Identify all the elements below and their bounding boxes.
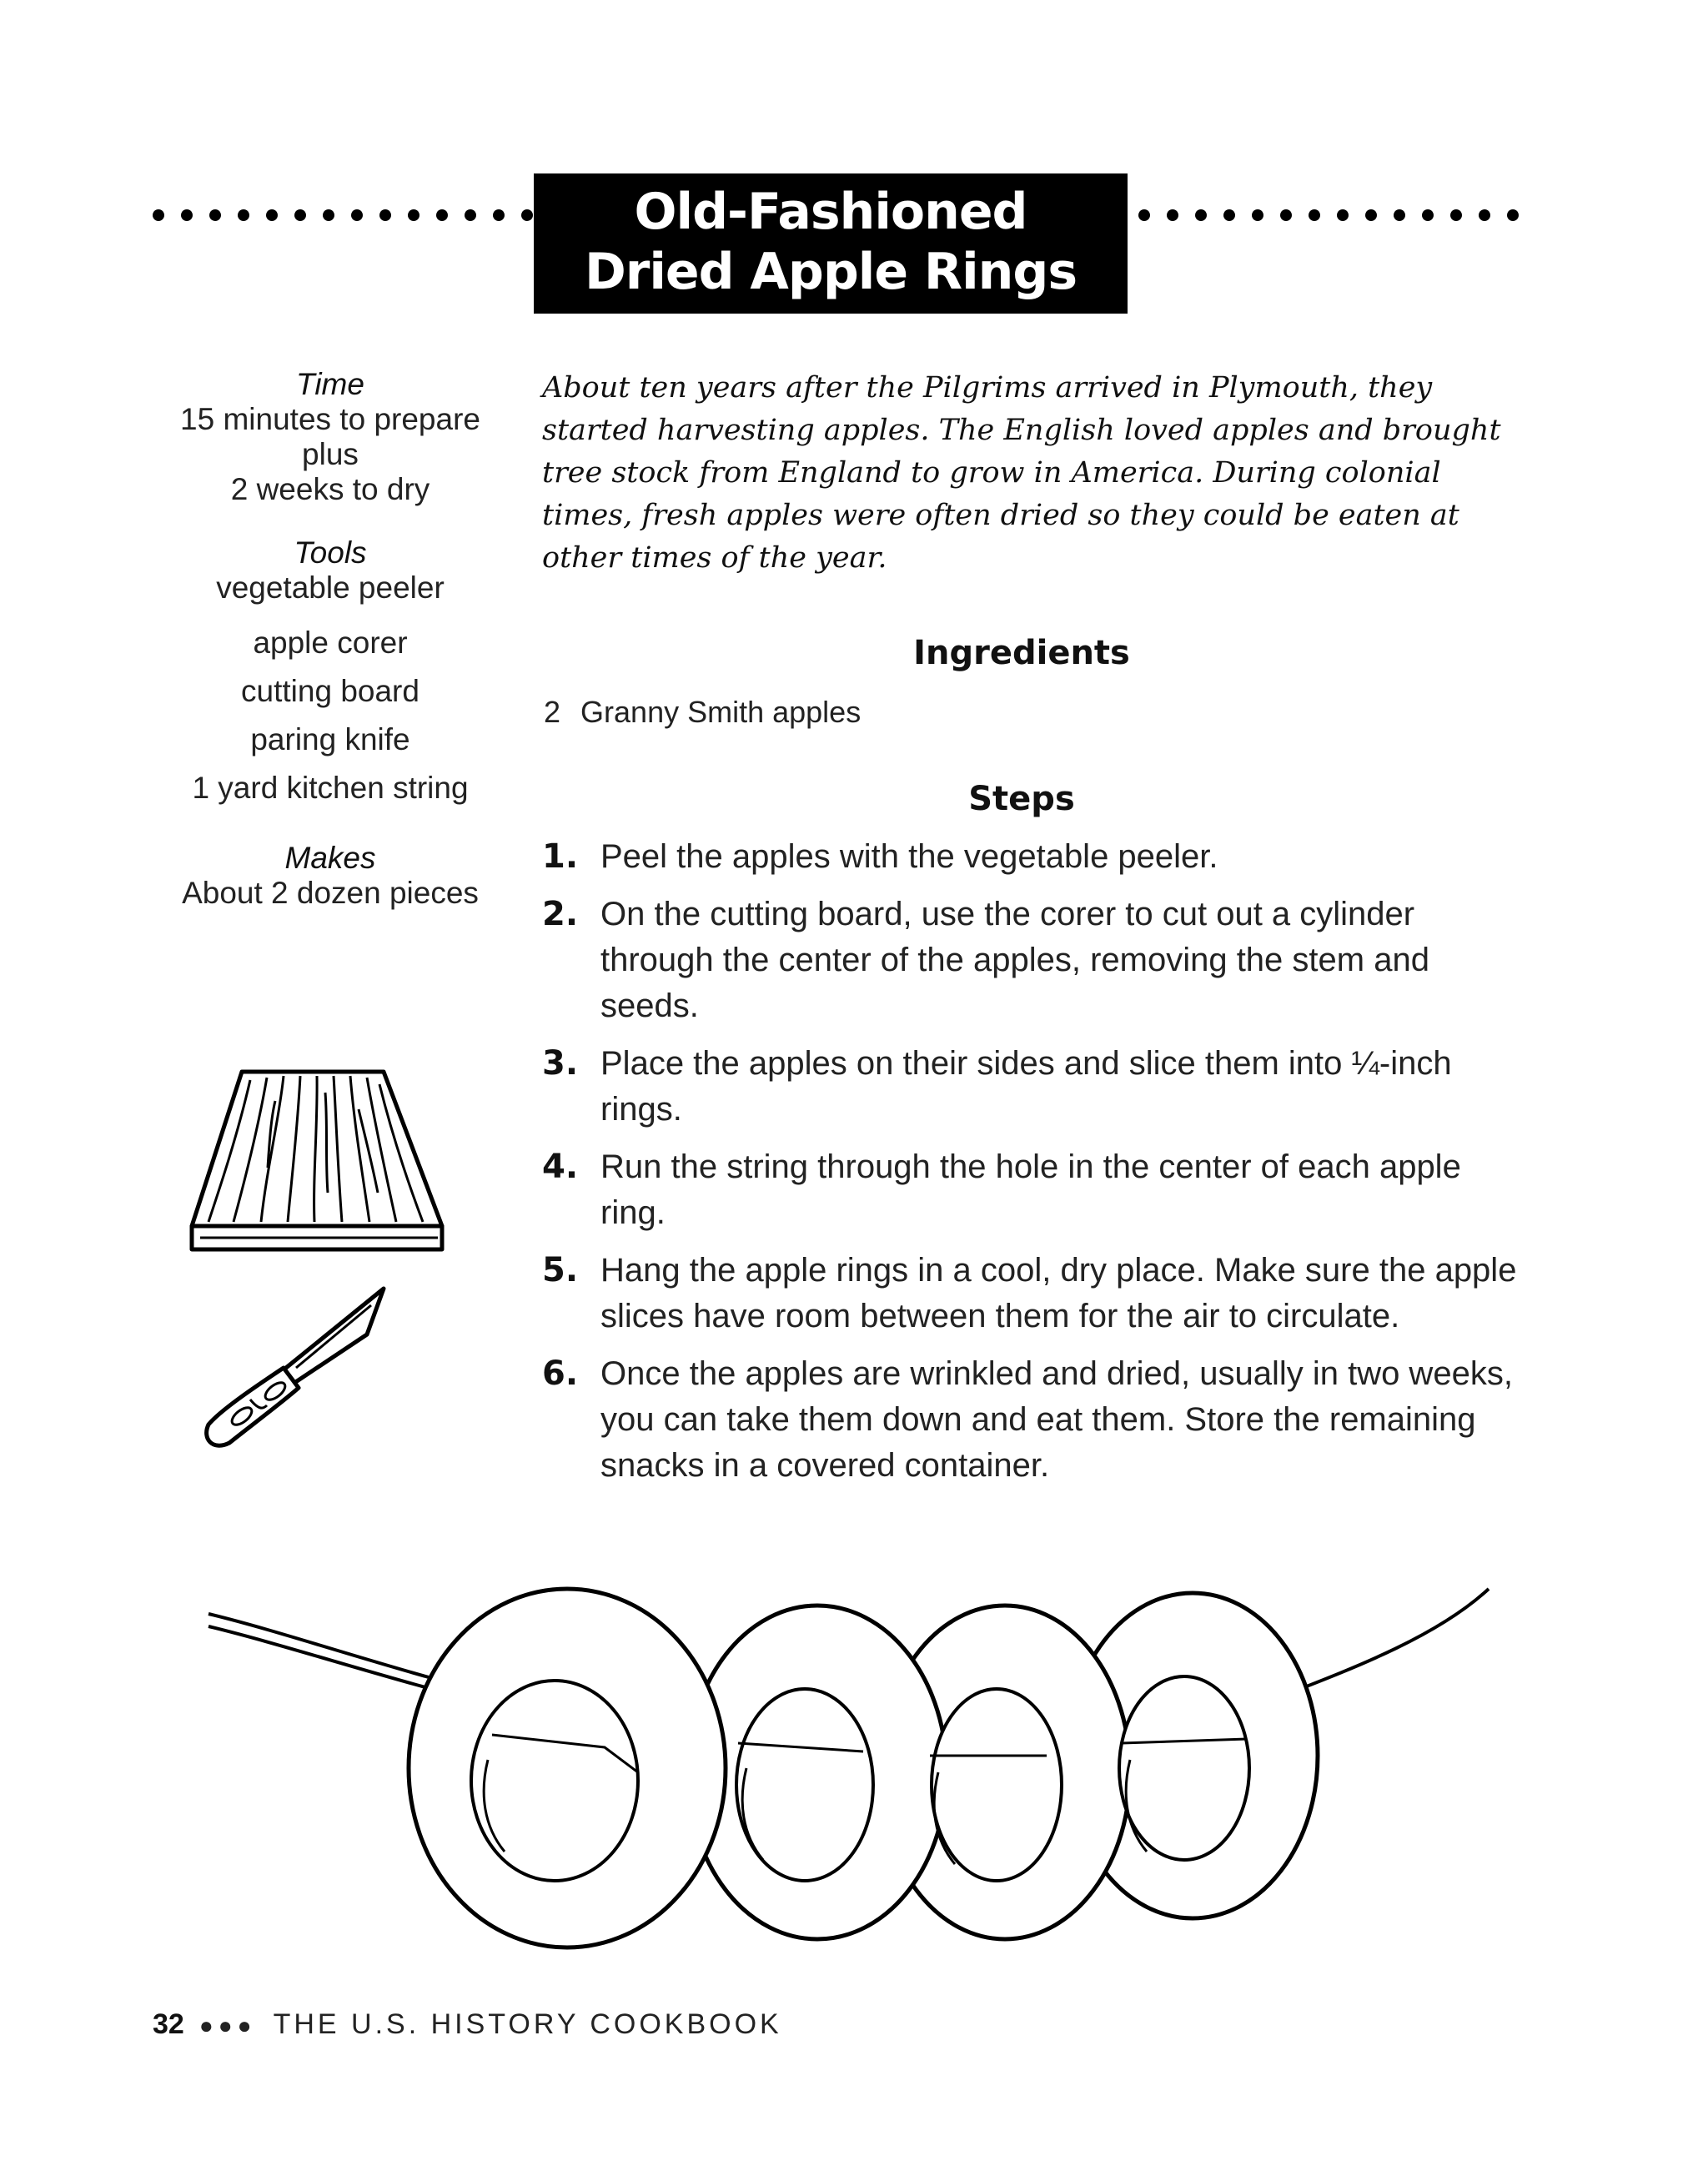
step-number: 4.	[542, 1148, 579, 1186]
step-item	[542, 834, 1518, 880]
step-number: 5.	[542, 1251, 579, 1289]
recipe-sidebar	[150, 367, 510, 939]
ingredients-heading: Ingredients	[913, 634, 1130, 672]
page-number: 32	[153, 2008, 184, 2040]
tool-item: cutting board	[241, 674, 419, 708]
dotted-rule-left	[150, 203, 542, 228]
cutting-board-icon	[188, 1068, 455, 1264]
step-text: Run the string through the hole in the center of each apple ring.	[600, 1148, 1461, 1231]
time-line: plus	[302, 437, 359, 471]
time-label: Time	[296, 367, 364, 401]
step-number: 2.	[542, 895, 579, 933]
step-text: On the cutting board, use the corer to cut out a cylinder through the center of the apples, removing the stem and seeds.	[600, 896, 1429, 1024]
step-item	[542, 892, 1518, 1029]
tool-item: 1 yard kitchen string	[192, 771, 469, 805]
tool-item: apple corer	[253, 626, 408, 660]
ingredient-name: Granny Smith apples	[580, 695, 862, 729]
tools-block	[150, 535, 510, 812]
ingredient-qty: 2	[544, 695, 561, 729]
makes-block	[150, 841, 510, 911]
title-line-2: Dried Apple Rings	[584, 243, 1078, 301]
makes-value: About 2 dozen pieces	[182, 876, 479, 910]
step-number: 3.	[542, 1044, 579, 1083]
step-number: 6.	[542, 1354, 579, 1393]
step-text: Place the apples on their sides and slice them into ¼-inch rings.	[600, 1045, 1452, 1128]
book-title: THE U.S. HISTORY COOKBOOK	[273, 2008, 782, 2040]
time-block	[150, 367, 510, 507]
ingredient-item	[544, 695, 861, 730]
tool-item: paring knife	[250, 722, 410, 756]
step-item	[542, 1351, 1518, 1489]
footer-bullets: ●●●	[198, 2013, 257, 2038]
tools-label: Tools	[294, 535, 367, 570]
title-line-1: Old-Fashioned	[634, 183, 1027, 241]
page-footer	[153, 2008, 782, 2041]
dotted-rule-right	[1128, 203, 1528, 228]
time-line: 2 weeks to dry	[230, 472, 430, 506]
apple-rings-on-string-illustration	[204, 1576, 1505, 1952]
step-text: Once the apples are wrinkled and dried, usually in two weeks, you can take them down and eat them. Store the remaining snacks in a covered container.	[600, 1355, 1513, 1484]
steps-list	[542, 834, 1518, 1500]
step-item	[542, 1041, 1518, 1133]
steps-heading: Steps	[968, 780, 1075, 818]
step-item	[542, 1144, 1518, 1236]
step-number: 1.	[542, 837, 579, 876]
time-line: 15 minutes to prepare	[180, 402, 480, 436]
paring-knife-icon	[200, 1284, 392, 1451]
recipe-title	[534, 173, 1128, 314]
tool-item: vegetable peeler	[216, 570, 445, 605]
step-text: Hang the apple rings in a cool, dry place. Make sure the apple slices have room between them for the air to circulate.	[600, 1252, 1517, 1334]
step-item	[542, 1248, 1518, 1339]
makes-label: Makes	[284, 841, 376, 875]
intro-paragraph: About ten years after the Pilgrims arrived in Plymouth, they started harvesting apples. The English loved apples and brought tree stock from England to grow in America. During colonial times, fresh apples were often dried so they could be eaten at other times of the year.	[542, 371, 1501, 575]
step-text: Peel the apples with the vegetable peeler.	[600, 838, 1218, 875]
